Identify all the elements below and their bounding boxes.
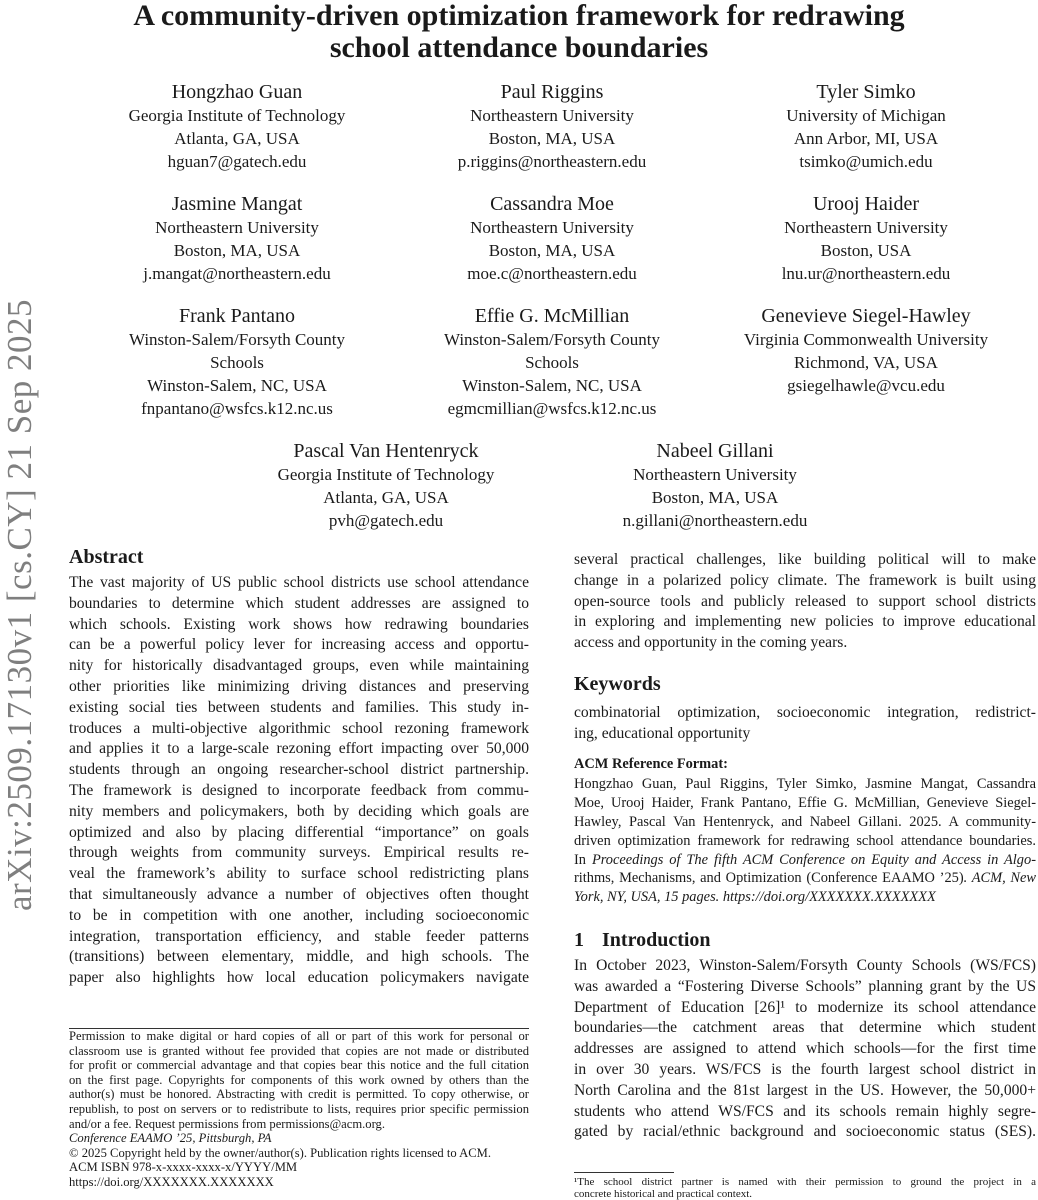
author-name: Effie G. McMillian <box>474 305 630 327</box>
author-email[interactable]: lnu.ur@northeastern.edu <box>781 264 951 283</box>
author-block <box>77 305 397 420</box>
text-line: Hongzhao Guan, Paul Riggins, Tyler Simko, Jasmine Mangat, Cassandra <box>574 776 1036 792</box>
author-name: Nabeel Gillani <box>656 440 774 462</box>
author-block <box>392 81 712 173</box>
doi-link[interactable]: https://doi.org/XXXXXXX.XXXXXXX <box>69 1174 274 1189</box>
text-line: other priorities like minimizing driving distances and preserving <box>69 677 529 695</box>
text-line: nity for historically disadvantaged groups, even while maintaining <box>69 657 529 675</box>
text-line: The framework is designed to incorporate feedback from commu- <box>69 781 529 799</box>
text-line: boundaries to determine which student addresses are assigned to <box>69 594 529 612</box>
text-line: in exploring and implementing new policies to improve educational <box>574 613 1036 631</box>
author-affiliation: Winston-Salem/Forsyth County <box>128 330 346 349</box>
text-line: troduces a multi-objective algorithmic school rezoning framework <box>69 719 529 737</box>
title-line: school attendance boundaries <box>329 31 709 64</box>
introduction-heading <box>574 929 711 952</box>
author-email[interactable]: egmcmillian@wsfcs.k12.nc.us <box>447 399 657 418</box>
author-affiliation: Boston, USA <box>820 241 912 260</box>
author-affiliation: Northeastern University <box>470 218 634 237</box>
footnote <box>574 1177 1036 1200</box>
text-line: In October 2023, Winston-Salem/Forsyth County Schools (WS/FCS) <box>574 957 1036 974</box>
text-line: for profit or commercial advantage and that copies bear this notice and the full citation <box>69 1058 529 1073</box>
introduction-body <box>574 956 1036 1143</box>
text-line: (transitions) between elementary, middle, and high schools. The <box>69 948 529 966</box>
text-line: Hawley, Pascal Van Hentenryck, and Nabeel Gillani. 2025. A community- <box>574 813 1036 830</box>
text-line: several practical challenges, like building political will to make <box>574 551 1036 568</box>
text-line: boundaries—the catchment areas that determine which student <box>574 1019 1036 1037</box>
text-line: In Proceedings of The fifth ACM Conference on Equity and Access in Algo- <box>574 851 1036 868</box>
text-line: ¹The school district partner is named with their permission to ground the project in a <box>574 1176 1036 1188</box>
author-block <box>706 81 1026 173</box>
author-email[interactable]: p.riggins@northeastern.edu <box>457 152 647 171</box>
text-line: existing social ties between students and families. This study in- <box>69 698 529 716</box>
author-block <box>706 193 1026 285</box>
author-block <box>226 440 546 532</box>
text-line: driven optimization framework for redrawing school attendance boundaries. <box>574 832 1036 849</box>
author-name: Genevieve Siegel-Hawley <box>761 305 971 327</box>
text-line: on the first page. Copyrights for components of this work owned by others than the <box>69 1072 529 1087</box>
section-number: 1 <box>574 929 584 951</box>
text-line: and applies it to a large-scale rezoning effort impacting over 50,000 <box>69 740 529 758</box>
text-line: paper also highlights how local education policymakers navigate <box>69 969 529 987</box>
keywords-heading: Keywords <box>574 673 661 695</box>
text-line: open-source tools and publicly released to support school districts <box>574 592 1036 610</box>
text-line: and/or a fee. Request permissions from permissions@acm.org. <box>69 1116 385 1131</box>
text-line: integration, transportation efficiency, and stable feeder patterns <box>69 927 529 945</box>
text-line: that simultaneously advance a number of objectives often thought <box>69 885 529 903</box>
text-line: gated by racial/ethnic background and socioeconomic status (SES). <box>574 1123 1036 1141</box>
text-line: concrete historical and practical context. <box>574 1187 753 1200</box>
author-affiliation: Northeastern University <box>784 218 948 237</box>
author-affiliation: Schools <box>210 353 264 372</box>
author-affiliation: Boston, MA, USA <box>488 241 616 260</box>
author-affiliation: Winston-Salem, NC, USA <box>147 376 327 395</box>
author-email[interactable]: gsiegelhawle@vcu.edu <box>787 376 945 395</box>
paper-title <box>0 0 1038 64</box>
footnote-rule <box>574 1172 674 1173</box>
title-line: A community-driven optimization framework for redrawing <box>133 0 905 32</box>
author-block <box>77 81 397 173</box>
permission-notice <box>69 1029 529 1131</box>
conference-info: Conference EAAMO ’25, Pittsburgh, PA <box>69 1131 272 1145</box>
author-affiliation: Winston-Salem, NC, USA <box>462 376 642 395</box>
author-affiliation: Northeastern University <box>470 106 634 125</box>
author-affiliation: Schools <box>525 353 579 372</box>
author-email[interactable]: hguan7@gatech.edu <box>167 152 307 171</box>
acm-reference-body <box>574 775 1036 907</box>
author-affiliation: Georgia Institute of Technology <box>277 465 495 484</box>
text-line: York, NY, USA, 15 pages. https://doi.org/XXXXXXX.XXXXXXX <box>574 889 936 906</box>
author-block <box>555 440 875 532</box>
text-line: can be a powerful policy lever for increasing access and opportu- <box>69 636 529 654</box>
text-line: access and opportunity in the coming years. <box>574 634 848 652</box>
abstract-body <box>69 573 529 989</box>
author-block <box>706 305 1026 397</box>
author-block <box>392 305 712 420</box>
author-affiliation: Boston, MA, USA <box>488 129 616 148</box>
text-line: veal the framework’s ability to surface school redistricting plans <box>69 865 529 883</box>
author-affiliation: Atlanta, GA, USA <box>323 488 449 507</box>
author-block <box>77 193 397 285</box>
copyright: © 2025 Copyright held by the owner/author(s). Publication rights licensed to ACM. <box>69 1145 491 1160</box>
author-affiliation: Boston, MA, USA <box>651 488 779 507</box>
text-line: republish, to post on servers or to redistribute to lists, requires prior specific permission <box>69 1101 529 1116</box>
text-line: nity members and policymakers, both by deciding which goals are <box>69 802 529 820</box>
author-email[interactable]: moe.c@northeastern.edu <box>467 264 637 283</box>
text-line: to be in competition with one another, including socioeconomic <box>69 906 529 924</box>
text-line: Permission to make digital or hard copies of all or part of this work for personal or <box>69 1029 529 1043</box>
author-affiliation: Virginia Commonwealth University <box>743 330 989 349</box>
arxiv-identifier[interactable]: arXiv:2509.17130v1 [cs.CY] 21 Sep 2025 <box>0 299 39 912</box>
text-line: in over 30 years. WS/FCS is the fourth largest school district in <box>574 1060 1036 1078</box>
author-name: Urooj Haider <box>812 193 920 215</box>
text-line: author(s) must be honored. Abstracting with credit is permitted. To copy otherwise, or <box>69 1087 529 1102</box>
author-name: Hongzhao Guan <box>171 81 303 103</box>
author-email[interactable]: fnpantano@wsfcs.k12.nc.us <box>141 399 333 418</box>
text-line: Department of Education [26]¹ to modernize its school attendance <box>574 998 1036 1016</box>
text-line: ing, educational opportunity <box>574 724 751 742</box>
author-email[interactable]: tsimko@umich.edu <box>799 152 933 171</box>
text-line: change in a polarized policy climate. The framework is built using <box>574 571 1036 589</box>
section-title: Introduction <box>602 929 711 951</box>
author-name: Jasmine Mangat <box>171 193 303 215</box>
author-name: Tyler Simko <box>816 81 916 103</box>
abstract-continued <box>574 550 1036 654</box>
isbn: ACM ISBN 978-x-xxxx-xxxx-x/YYYY/MM <box>69 1160 298 1175</box>
author-email[interactable]: pvh@gatech.edu <box>328 511 444 530</box>
text-line: combinatorial optimization, socioeconomic integration, redistrict- <box>574 704 1036 721</box>
text-line: was awarded a “Fostering Diverse Schools” planning grant by the US <box>574 977 1036 995</box>
author-affiliation: Georgia Institute of Technology <box>128 106 346 125</box>
author-affiliation: Winston-Salem/Forsyth County <box>443 330 661 349</box>
author-affiliation: Richmond, VA, USA <box>794 353 938 372</box>
text-line: addresses are assigned to attend which schools—for the first time <box>574 1040 1036 1058</box>
author-affiliation: Northeastern University <box>155 218 319 237</box>
abstract-heading: Abstract <box>69 546 144 568</box>
text-line: students who attend WS/FCS and its schools remain highly segre- <box>574 1102 1036 1120</box>
keywords-list <box>574 703 1036 745</box>
acm-reference-heading: ACM Reference Format: <box>574 756 728 772</box>
author-affiliation: University of Michigan <box>786 106 946 125</box>
author-name: Frank Pantano <box>178 305 296 327</box>
author-affiliation: Atlanta, GA, USA <box>174 129 300 148</box>
author-email[interactable]: j.mangat@northeastern.edu <box>143 264 331 283</box>
text-line: rithms, Mechanisms, and Optimization (Conference EAAMO ’25). ACM, New <box>574 870 1036 887</box>
author-name: Cassandra Moe <box>490 193 614 215</box>
author-name: Paul Riggins <box>500 81 604 103</box>
author-affiliation: Northeastern University <box>633 465 797 484</box>
author-affiliation: Ann Arbor, MI, USA <box>793 129 939 148</box>
author-name: Pascal Van Hentenryck <box>293 440 479 462</box>
text-line: North Carolina and the 81st largest in the US. However, the 50,000+ <box>574 1081 1036 1099</box>
text-line: The vast majority of US public school districts use school attendance <box>69 574 529 591</box>
author-email[interactable]: n.gillani@northeastern.edu <box>622 511 808 530</box>
author-affiliation: Boston, MA, USA <box>173 241 301 260</box>
text-line: optimized and also by placing differential “importance” on goals <box>69 823 529 841</box>
text-line: through weights from community surveys. Empirical results re- <box>69 844 529 862</box>
text-line: students through an ongoing researcher-school district partnership. <box>69 761 529 779</box>
text-line: Moe, Urooj Haider, Frank Pantano, Effie G. McMillian, Genevieve Siegel- <box>574 794 1036 811</box>
author-block <box>392 193 712 285</box>
publication-info <box>69 1131 529 1189</box>
text-line: which schools. Existing work shows how redrawing boundaries <box>69 615 529 633</box>
text-line: classroom use is granted without fee provided that copies are not made or distributed <box>69 1043 529 1058</box>
